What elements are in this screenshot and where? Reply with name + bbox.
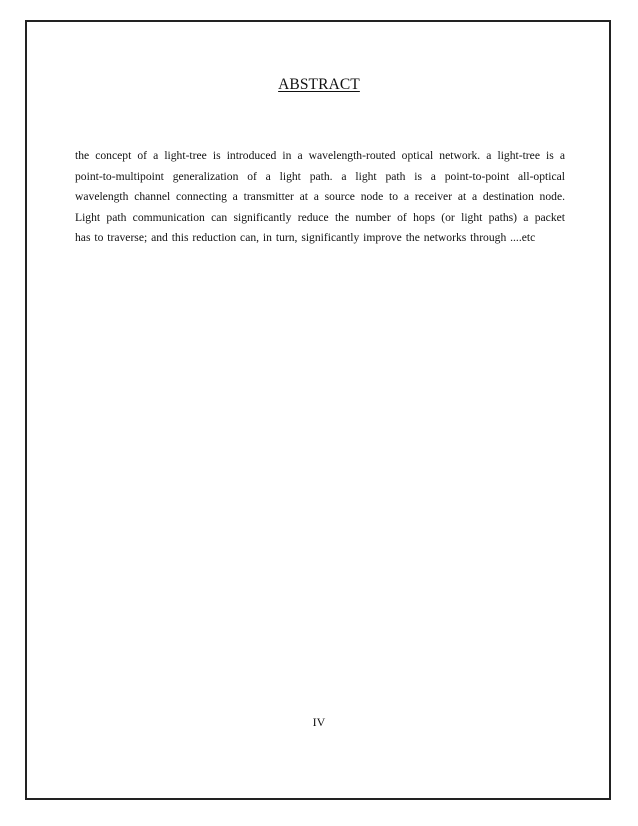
abstract-line: the concept of a light-tree is introduced in a wavelength-routed optical network. a light-tree is a <box>75 149 565 162</box>
page-number: IV <box>312 715 326 729</box>
page-border <box>25 20 611 800</box>
abstract-line: wavelength channel connecting a transmitter at a source node to a receiver at a destination node. <box>75 190 565 204</box>
abstract-line: point-to-multipoint generalization of a light path. a light path is a point-to-point all-optical <box>75 169 565 183</box>
abstract-line: Light path communication can significantly reduce the number of hops (or light paths) a packet <box>75 210 565 224</box>
abstract-line: has to traverse; and this reduction can, in turn, significantly improve the networks through ....etc <box>75 231 536 245</box>
abstract-title: ABSTRACT <box>278 76 360 93</box>
abstract-body <box>75 146 565 249</box>
